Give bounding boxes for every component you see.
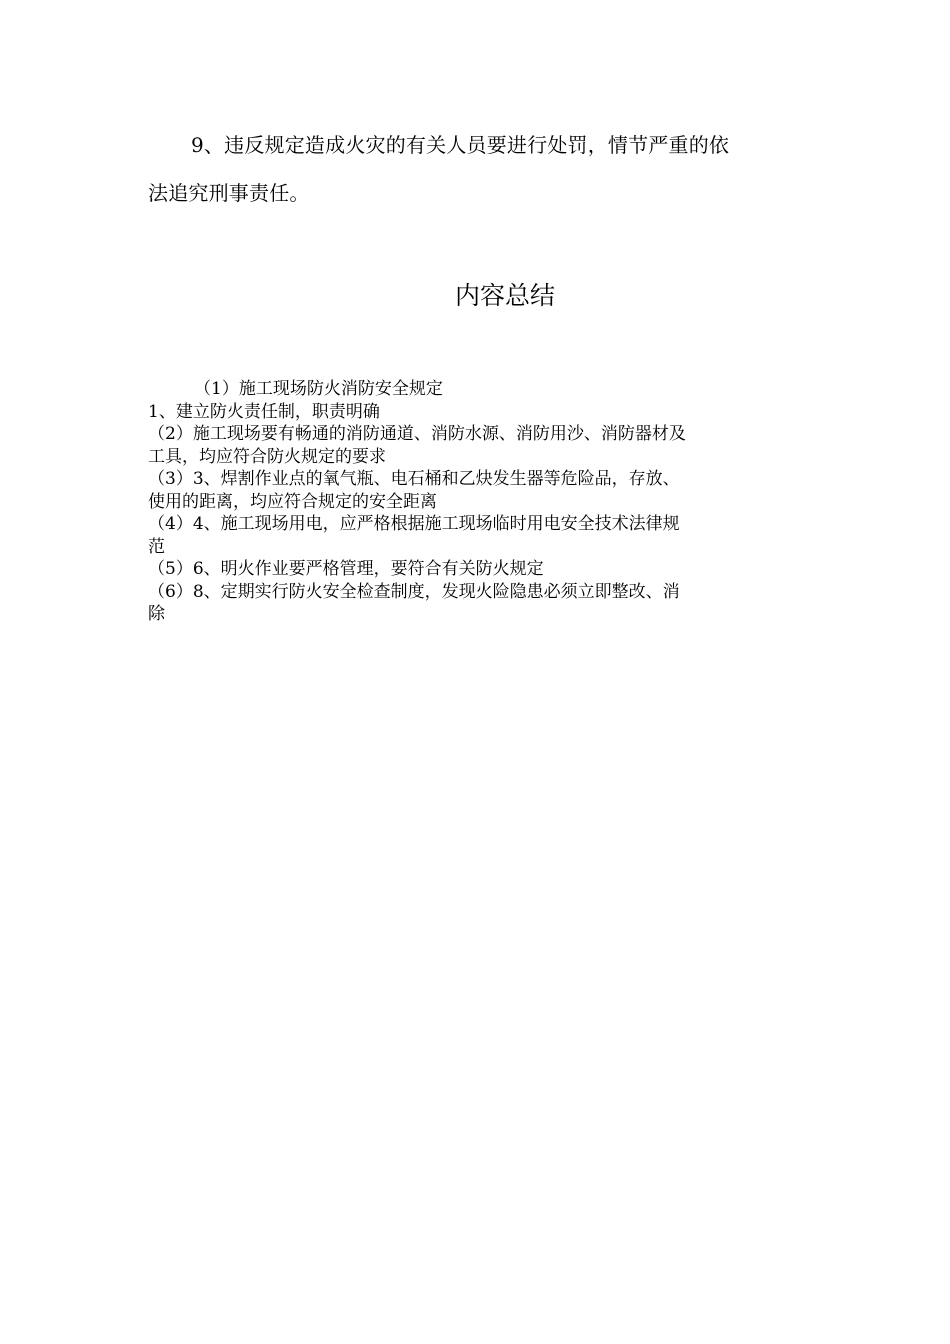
paragraph-item-9 <box>148 121 798 217</box>
summary-line: （2）施工现场要有畅通的消防通道、消防水源、消防用沙、消防器材及 <box>148 424 686 444</box>
summary-line: 使用的距离，均应符合规定的安全距离 <box>148 491 437 512</box>
summary-line: （6）8、定期实行防火安全检查制度，发现火险隐患必须立即整改、消 <box>148 581 680 602</box>
summary-line: 除 <box>148 604 165 624</box>
summary-line: （3）3、焊割作业点的氧气瓶、电石桶和乙炔发生器等危险品，存放、 <box>148 469 680 489</box>
summary-line: （1）施工现场防火消防安全规定 <box>194 379 443 399</box>
paragraph-9-line-2: 法追究刑事责任。 <box>148 181 310 205</box>
summary-line: 工具，均应符合防火规定的要求 <box>148 446 386 467</box>
summary-list <box>148 378 808 626</box>
summary-line: 1、建立防火责任制，职责明确 <box>148 401 380 422</box>
summary-line: 范 <box>148 536 165 557</box>
summary-heading: 内容总结 <box>454 281 555 310</box>
summary-line: （5）6、明火作业要严格管理，要符合有关防火规定 <box>148 559 544 579</box>
paragraph-9-line-1: 9、违反规定造成火灾的有关人员要进行处罚，情节严重的依 <box>191 133 730 157</box>
summary-line: （4）4、施工现场用电，应严格根据施工现场临时用电安全技术法律规 <box>148 514 680 534</box>
